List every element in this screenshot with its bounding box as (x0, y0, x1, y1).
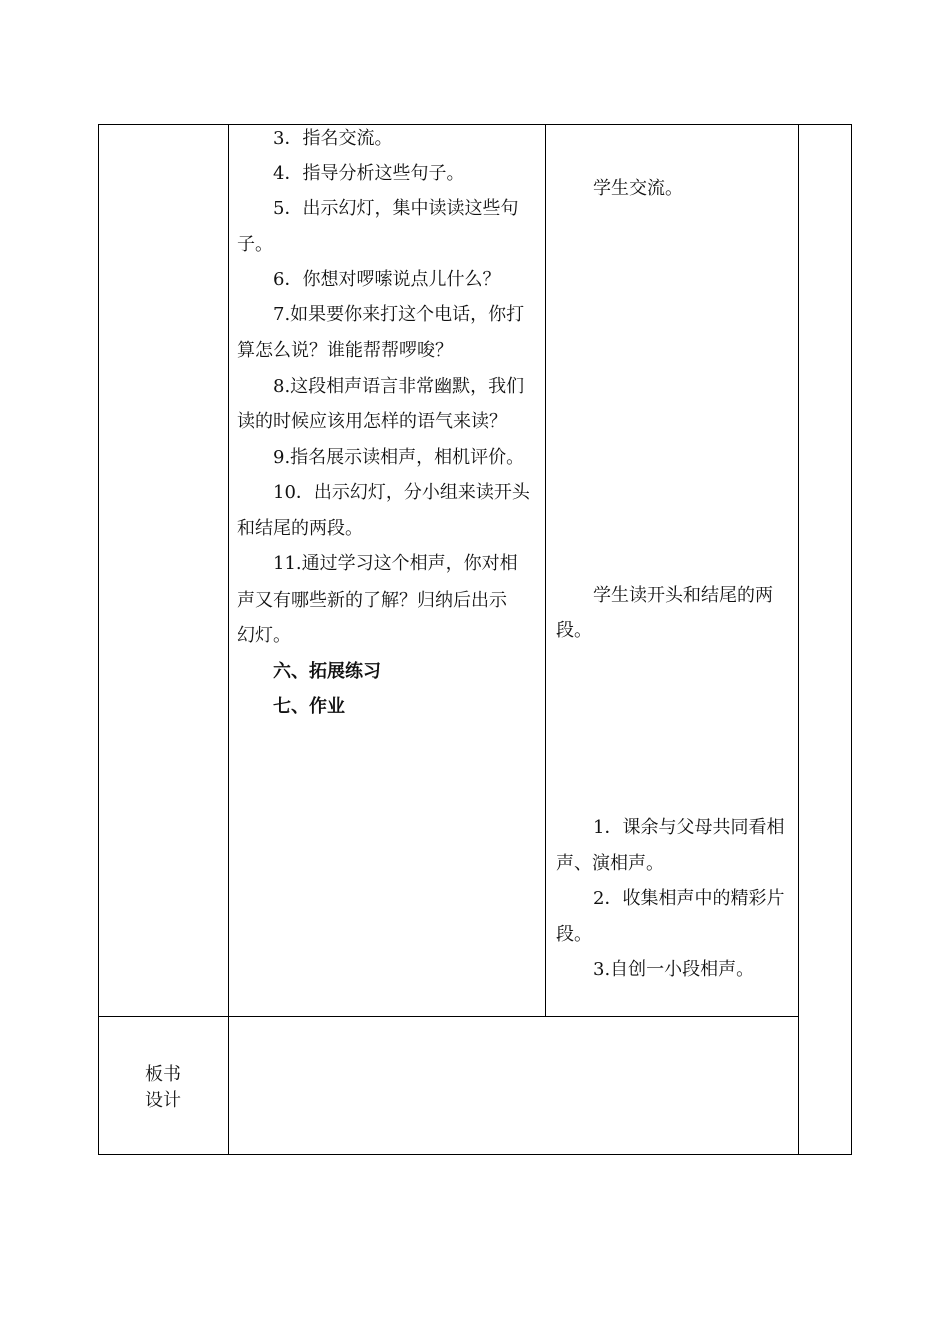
table-top-border (98, 124, 852, 125)
teacher-step-10-cont: 和结尾的两段。 (237, 518, 363, 539)
section-heading-homework: 七、作业 (273, 696, 345, 717)
student-read-line-2: 段。 (556, 620, 592, 641)
homework-2-line-2: 段。 (556, 924, 592, 945)
teacher-step-6: 6．你想对啰嗦说点儿什么？ (273, 269, 501, 290)
teacher-step-11-cont: 声又有哪些新的了解？归纳后出示 (237, 590, 507, 611)
teacher-step-7: 7.如果要你来打这个电话，你打 (273, 304, 525, 325)
student-exchange: 学生交流。 (593, 178, 683, 199)
teacher-step-9: 9.指名展示读相声，相机评价。 (273, 447, 525, 468)
teacher-step-4: 4．指导分析这些句子。 (273, 163, 465, 184)
teacher-step-5-cont: 子。 (237, 234, 273, 255)
column-divider-3 (798, 124, 799, 1155)
teacher-step-11: 11.通过学习这个相声，你对相 (273, 553, 518, 574)
homework-1-line-1: 1．课余与父母共同看相 (593, 817, 785, 838)
student-read-line-1: 学生读开头和结尾的两 (593, 585, 773, 606)
teacher-step-10: 10．出示幻灯，分小组来读开头 (273, 482, 530, 503)
teacher-step-8-cont: 读的时候应该用怎样的语气来读？ (237, 411, 507, 432)
board-design-label-line-2: 设计 (145, 1090, 181, 1111)
teacher-step-8: 8.这段相声语言非常幽默，我们 (273, 376, 525, 397)
table-bottom-border (98, 1154, 852, 1155)
teacher-step-5: 5．出示幻灯，集中读读这些句 (273, 198, 519, 219)
section-heading-extension: 六、拓展练习 (273, 661, 381, 682)
board-design-label-line-1: 板书 (145, 1064, 181, 1085)
table-left-border (98, 124, 99, 1155)
teacher-step-3: 3．指名交流。 (273, 128, 393, 149)
table-right-border (851, 124, 852, 1155)
homework-1-line-2: 声、演相声。 (556, 853, 664, 874)
column-divider-1 (228, 124, 229, 1155)
homework-2-line-1: 2．收集相声中的精彩片 (593, 888, 785, 909)
teacher-step-11-end: 幻灯。 (237, 625, 291, 646)
row-divider (98, 1016, 799, 1017)
homework-3: 3.自创一小段相声。 (593, 959, 755, 980)
column-divider-2 (545, 124, 546, 1017)
teacher-step-7-cont: 算怎么说？谁能帮帮啰唆？ (237, 340, 453, 361)
